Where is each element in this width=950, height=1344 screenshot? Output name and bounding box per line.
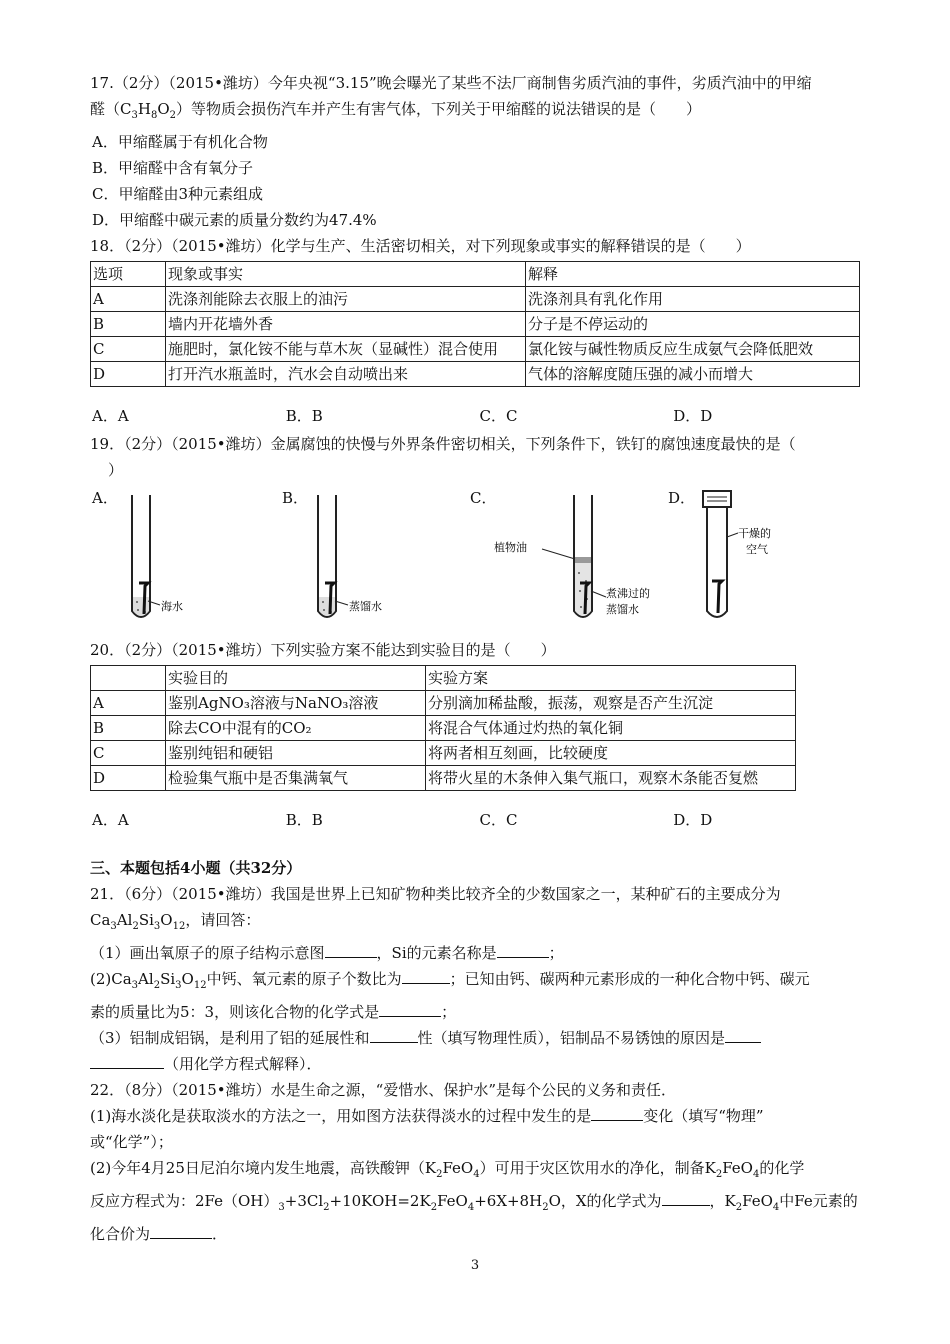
table-cell: 洗涤剂能除去衣服上的油污 [166, 287, 526, 312]
table-cell: 除去CO中混有的CO₂ [166, 716, 426, 741]
table-row [91, 287, 860, 312]
q20-stem: 20．（2分）（2015•潍坊）下列实验方案不能达到实验目的是（ ） [90, 641, 556, 659]
tube-c-water-label-line2: 蒸馏水 [606, 603, 639, 616]
q21-stem-line2: $Ca_3Al_2Si_3O_{12}$，请回答： [90, 911, 261, 932]
q22-part2-line1: (2)今年4月25日尼泊尔境内发生地震，高铁酸钾$(K_2FeO_4)$可用于灾区饮用水的净化，制备$K_2FeO_4$的化学 [90, 1159, 805, 1180]
q19-stem-line2: ） [108, 461, 124, 479]
q22-stem: 22．（8分）（2015•潍坊）水是生命之源，“爱惜水、保护水”是每个公民的义务和责任． [90, 1081, 676, 1099]
table-cell: 气体的溶解度随压强的减小而增大 [526, 362, 860, 387]
q21-stem-line1: 21．（6分）（2015•潍坊）我国是世界上已知矿物种类比较齐全的少数国家之一，某种矿石的主要成分为 [90, 885, 781, 903]
table-row [91, 312, 860, 337]
table-cell: B [91, 312, 166, 337]
table-row [91, 362, 860, 387]
q20-answer-options [90, 807, 865, 833]
table-cell: 鉴别纯铝和硬铝 [166, 741, 426, 766]
q22-part1-line2: 或“化学”）； [90, 1133, 173, 1151]
table-header: 实验方案 [426, 666, 796, 691]
q21-part3-line2: （用化学方程式解释）． [90, 1051, 865, 1077]
test-tube-d-figure [690, 489, 810, 634]
q17-option-a: A．甲缩醛属于有机化合物 [92, 133, 268, 151]
answer-blank[interactable] [150, 1224, 212, 1239]
answer-blank[interactable] [379, 1002, 441, 1017]
q17-option-c: C．甲缩醛由3种元素组成 [92, 185, 264, 203]
q22-part1-line1: (1)海水淡化是获取淡水的方法之一，用如图方法获得淡水的过程中发生的是 变化（填写“物理” [90, 1107, 764, 1125]
table-cell: 分别滴加稀盐酸，振荡，观察是否产生沉淀 [426, 691, 796, 716]
table-cell: 施肥时，氯化铵不能与草木灰（显碱性）混合使用 [166, 337, 526, 362]
answer-blank[interactable] [325, 943, 377, 958]
table-header-row [91, 262, 860, 287]
answer-option-a: A．A [92, 407, 129, 425]
q22-part2-line2: 反应方程式为：$2Fe(OH)_3+3Cl_2+10KOH=2K_2FeO_4+6X+8H_2O$，X的化学式为 ，$K_2FeO_4$中Fe元素的 [90, 1192, 858, 1213]
exam-page [90, 70, 865, 1247]
table-header-row [91, 666, 796, 691]
table-row [91, 691, 796, 716]
test-tube-c-figure [492, 493, 672, 633]
test-tube-a-figure [110, 493, 230, 633]
table-cell: C [91, 337, 166, 362]
answer-option-d: D．D [673, 811, 713, 829]
answer-blank[interactable] [90, 1054, 164, 1069]
answer-blank[interactable] [725, 1028, 761, 1043]
table-cell: 将带火星的木条伸入集气瓶口，观察木条能否复燃 [426, 766, 796, 791]
tube-c-water-label-line1: 煮沸过的 [606, 587, 650, 600]
answer-option-b: B．B [285, 811, 323, 829]
answer-option-c: C．C [479, 407, 518, 425]
answer-blank[interactable] [591, 1106, 643, 1121]
tube-d-label-line2: 空气 [746, 543, 768, 556]
answer-option-d: D．D [673, 407, 713, 425]
q22-part2-line3: 化合价为 ． [90, 1225, 228, 1243]
table-header: 解释 [526, 262, 860, 287]
table-cell: B [91, 716, 166, 741]
table-cell: C [91, 741, 166, 766]
tube-b-label: 蒸馏水 [349, 600, 382, 613]
table-cell: 检验集气瓶中是否集满氧气 [166, 766, 426, 791]
tube-a-label: 海水 [161, 600, 183, 613]
table-cell: A [91, 287, 166, 312]
q19-stem-line1: 19．（2分）（2015•潍坊）金属腐蚀的快慢与外界条件密切相关，下列条件下，铁钉的腐蚀速度最快的是（ [90, 435, 796, 453]
table-cell: 将两者相互刻画，比较硬度 [426, 741, 796, 766]
table-row [91, 741, 796, 766]
figure-label-b: B． [282, 489, 309, 507]
answer-option-c: C．C [479, 811, 518, 829]
section-heading: 三、本题包括4小题（共32分） [90, 859, 302, 877]
table-header [91, 666, 166, 691]
q21-part2-line2: 素的质量比为5：3，则该化合物的化学式是 ； [90, 1003, 457, 1021]
q18-answer-options [90, 403, 865, 429]
table-row [91, 766, 796, 791]
q21-part3-line1: （3）铝制成铝锅，是利用了铝的延展性和 性（填写物理性质），铝制品不易锈蚀的原因是 [90, 1025, 865, 1051]
tube-d-label-line1: 干燥的 [738, 527, 771, 540]
q18-stem: 18．（2分）（2015•潍坊）化学与生产、生活密切相关，对下列现象或事实的解释错误的是（ ） [90, 237, 751, 255]
q17-stem-line2: 醛$(C_3H_8O_2)$等物质会损伤汽车并产生有害气体，下列关于甲缩醛的说法错误的是（ ） [90, 100, 702, 121]
tube-c-oil-label: 植物油 [494, 541, 527, 554]
table-cell: 将混合气体通过灼热的氧化铜 [426, 716, 796, 741]
table-cell: 打开汽水瓶盖时，汽水会自动喷出来 [166, 362, 526, 387]
answer-blank[interactable] [497, 943, 549, 958]
figure-label-c: C． [470, 489, 497, 507]
figure-label-a: A． [92, 489, 118, 507]
table-cell: A [91, 691, 166, 716]
q18-table [90, 261, 860, 387]
q21-part1: （1）画出氧原子的原子结构示意图 ，Si的元素名称是 ； [90, 944, 564, 962]
q17-stem-line1: 17.（2分）（2015•潍坊）今年央视“3.15”晚会曝光了某些不法厂商制售劣质汽油的事件，劣质汽油中的甲缩 [90, 74, 812, 92]
answer-blank[interactable] [370, 1028, 418, 1043]
page-number: 3 [470, 1258, 480, 1273]
table-cell: 鉴别AgNO₃溶液与NaNO₃溶液 [166, 691, 426, 716]
table-row [91, 716, 796, 741]
table-cell: 洗涤剂具有乳化作用 [526, 287, 860, 312]
table-header: 选项 [91, 262, 166, 287]
table-cell: D [91, 766, 166, 791]
answer-blank[interactable] [662, 1191, 710, 1206]
answer-option-a: A．A [92, 811, 129, 829]
table-cell: 氯化铵与碱性物质反应生成氨气会降低肥效 [526, 337, 860, 362]
table-header: 现象或事实 [166, 262, 526, 287]
table-row [91, 337, 860, 362]
table-cell: D [91, 362, 166, 387]
q20-table [90, 665, 796, 791]
table-cell: 墙内开花墙外香 [166, 312, 526, 337]
answer-blank[interactable] [402, 969, 450, 984]
q17-option-b: B．甲缩醛中含有氧分子 [92, 159, 254, 177]
q19-figures [90, 487, 865, 637]
table-header: 实验目的 [166, 666, 426, 691]
q21-part2-line1: $(2)Ca_3Al_2Si_3O_{12}$中钙、氧元素的原子个数比为 ；已知由钙、碳两种元素形成的一种化合物中钙、碳元 [90, 970, 810, 991]
test-tube-b-figure [300, 493, 430, 633]
answer-option-b: B．B [285, 407, 323, 425]
figure-label-d: D． [668, 489, 696, 507]
q17-option-d: D．甲缩醛中碳元素的质量分数约为47.4% [92, 211, 377, 229]
table-cell: 分子是不停运动的 [526, 312, 860, 337]
